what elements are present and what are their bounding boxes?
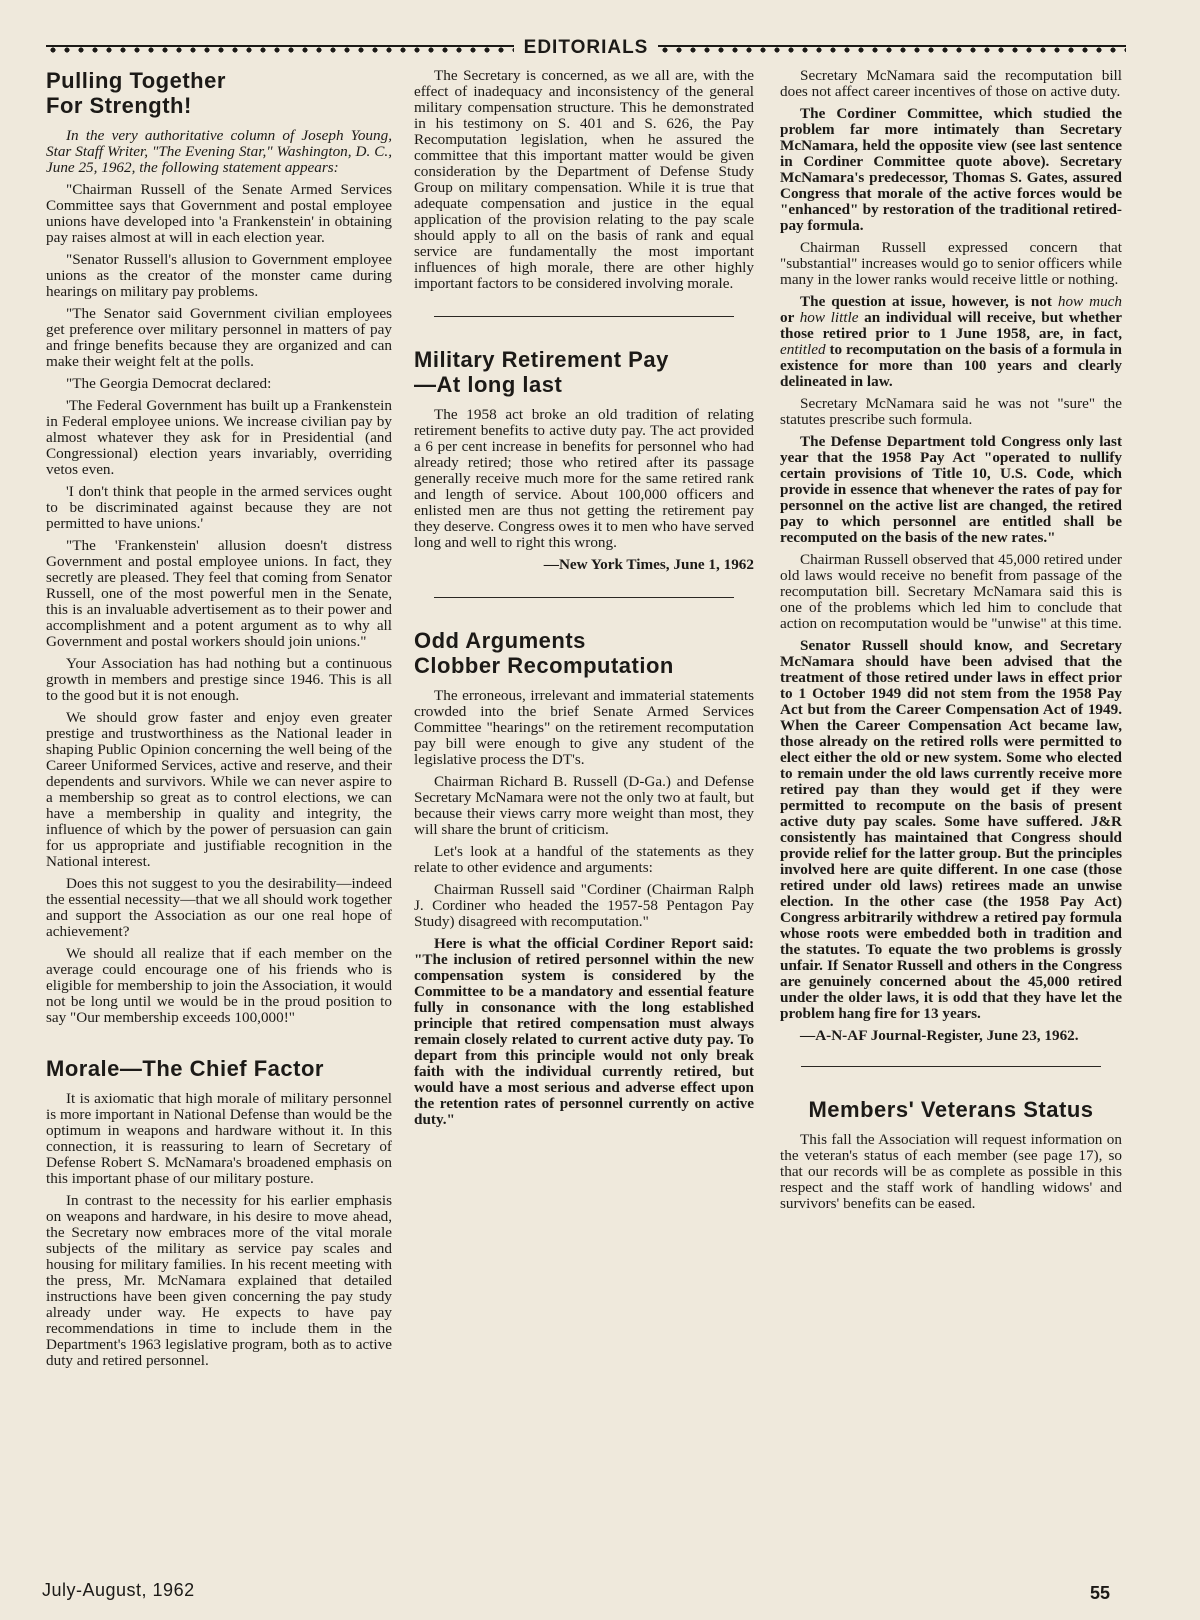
paragraph: "The Senator said Government civilian employees get preference over military personnel in matters of pay and fringe benefits because they are organized and can make their weight felt at the polls. (46, 305, 392, 370)
divider (801, 1066, 1102, 1067)
article-title-odd-arguments (414, 628, 754, 678)
text-run: The question at issue, however, is not (800, 293, 1058, 310)
paragraph: Secretary McNamara said he was not "sure" the statutes prescribe such formula. (780, 395, 1122, 428)
bold-paragraph: Senator Russell should know, and Secretary McNamara should have been advised that the treatment of those retired under laws in effect prior to 1 October 1949 did not stem from the 1958 Pay Act but from the Career Compensation Act of 1949. When the Career Compensation Act became law, those already on the retired rolls were permitted to elect either the old or new system. Some who elected to remain under the old laws currently receive more retired pay than they would get if they were permitted to recompute on the basis of present active duty pay scales. Some have suffered. J&R consistently has maintained that Congress should provide relief for the latter group. But the principles involved here are quite different. In one case (those retired under old laws) retirees made an unwise election. In the other case (the 1958 Pay Act) Congress arbitrarily withdrew a retired pay formula whose roots were embedded both in tradition and the statutes. To equate the two problems is grossly unfair. If Senator Russell and others in the Congress are genuinely concerned about the 45,000 retired under the older laws, it is odd that they have let the problem hang fire for 13 years. (780, 637, 1122, 1022)
bold-paragraph: The Cordiner Committee, which studied the problem far more intimately than Secretary McNamara, held the opposite view (see last sentence in Cordiner Committee quote above). Secretary McNamara's predecessor, Thomas S. Gates, assured Congress that morale of the active forces would be "enhanced" by restoration of the traditional retired-pay formula. (780, 105, 1122, 234)
header-rule-left (46, 45, 514, 53)
italic-run: how much (1057, 293, 1123, 310)
paragraph: "The Georgia Democrat declared: (66, 375, 272, 392)
title-line: —At long last (414, 372, 563, 397)
title-line: Pulling Together (46, 68, 226, 93)
paragraph: "The 'Frankenstein' allusion doesn't distress Government and postal employee unions. In fact, they secretly are pleased. They feel that coming from Senator Russell, one of the most powerful men in the Senate, this is an invaluable advertisement as to their power and accomplishment and a potent argument as to why all Government and postal workers should join unions." (46, 537, 392, 650)
paragraph: Your Association has had nothing but a continuous growth in members and prestige since 1946. This is all to the good but it is not enough. (46, 655, 392, 704)
bold-paragraph (780, 294, 1122, 390)
article-title-morale: Morale—The Chief Factor (46, 1056, 324, 1081)
column-2 (414, 68, 754, 1134)
issue-date: July-August, 1962 (42, 1580, 195, 1600)
article-title-veterans-status: Members' Veterans Status (808, 1097, 1094, 1122)
article-title-retirement-pay (414, 347, 754, 397)
paragraph: The 1958 act broke an old tradition of relating retirement benefits to active duty pay. The act provided a 6 per cent increase in benefits for personnel who had already retired; those who retired after its passage generally receive much more for the same retired rank and length of service. About 100,000 officers and enlisted men are thus not getting the retirement pay they deserve. Congress owes it to men who have served long and well to right this wrong. (414, 406, 754, 551)
source-credit: —New York Times, June 1, 1962 (543, 556, 754, 573)
source-credit: —A-N-AF Journal-Register, June 23, 1962. (800, 1027, 1079, 1044)
paragraph: It is axiomatic that high morale of military personnel is more important in National Defense than would be the optimum in weapons and hardware without it. In this connection, it is reassuring to learn of Secretary of Defense Robert S. McNamara's broadened emphasis on this important phase of our military posture. (46, 1090, 392, 1187)
title-line: For Strength! (46, 93, 192, 118)
paragraph: We should all realize that if each member on the average could encourage one of his friends who is eligible for membership to join the Association, it would not be long until we would be in the proud position to say "Our membership exceeds 100,000!" (46, 945, 392, 1026)
paragraph: Chairman Russell said "Cordiner (Chairman Ralph J. Cordiner who headed the 1957-58 Pentagon Pay Study) disagreed with recomputation." (414, 881, 754, 930)
text-run: an individual will receive, but whether those retired prior to 1 June 1958, are, in fact, (780, 309, 1122, 342)
page-number: 55 (1090, 1583, 1111, 1603)
paragraph: In contrast to the necessity for his earlier emphasis on weapons and hardware, in his desire to move ahead, the Secretary now embraces more of the vital morale subjects of the military as service pay scales and housing for military families. In his recent meeting with the press, Mr. McNamara explained that detailed instructions have been given concerning the pay study already under way. He expects to have pay recommendations in time to include them in the Department's 1963 legislative program, both as to active duty and retired personnel. (46, 1192, 392, 1369)
paragraph: We should grow faster and enjoy even greater prestige and trustworthiness as the National leader in shaping Public Opinion concerning the well being of the Career Uniformed Services, active and reserve, and their dependents and survivors. While we can never aspire to a membership so great as to control elections, we can have a membership in quality and integrity, the influence of which by the power of persuasion can gain for us appropriate and justifiable recognition in the National interest. (46, 709, 392, 870)
paragraph: Chairman Russell expressed concern that "substantial" increases would go to senior officers while many in the lower ranks would receive little or nothing. (780, 239, 1122, 288)
divider (434, 597, 733, 598)
title-line: Military Retirement Pay (414, 347, 669, 372)
italic-run: how little (799, 309, 859, 326)
article-intro: In the very authoritative column of Joseph Young, Star Staff Writer, "The Evening Star," Washington, D. C., June 25, 1962, the following statement appears: (46, 127, 392, 176)
paragraph: 'I don't think that people in the armed services ought to be discriminated against because they are not permitted to have unions.' (46, 483, 392, 532)
divider (434, 316, 733, 317)
text-run: to recomputation on the basis of a formula in existence for more than 100 years and clearly delineated in law. (780, 341, 1122, 390)
editorials-header (46, 36, 1126, 60)
paragraph: Chairman Russell observed that 45,000 retired under old laws would receive no benefit from passage of the recomputation bill. Secretary McNamara said this is one of the problems which led him to conclude that action on recomputation would be "unwise" at this time. (780, 551, 1122, 632)
paragraph: Secretary McNamara said the recomputation bill does not affect career incentives of those on active duty. (780, 67, 1122, 100)
paragraph: The erroneous, irrelevant and immaterial statements crowded into the brief Senate Armed Services Committee "hearings" on the retirement recomputation pay bill were enough to give any student of the legislative process the DT's. (414, 687, 754, 768)
paragraph: This fall the Association will request information on the veteran's status of each member (see page 17), so that our records will be as complete as possible in this respect and the staff work of handling widows' and survivors' benefits can be eased. (780, 1131, 1122, 1212)
section-title: EDITORIALS (523, 37, 649, 58)
paragraph: Chairman Richard B. Russell (D-Ga.) and Defense Secretary McNamara were not the only two at fault, but because their views carry more weight than most, they will share the brunt of criticism. (414, 773, 754, 838)
paragraph: Does this not suggest to you the desirability—indeed the essential necessity—that we all should work together and support the Association as our one real hope of achievement? (46, 875, 392, 940)
column-3 (780, 68, 1122, 1218)
italic-run: entitled (780, 341, 826, 358)
paragraph: "Chairman Russell of the Senate Armed Services Committee says that Government and postal employee unions have developed into 'a Frankenstein' in obtaining pay raises almost at will in each election year. (46, 181, 392, 246)
paragraph: The Secretary is concerned, as we all are, with the effect of inadequacy and inconsistency of the general military compensation structure. This he demonstrated in his testimony on S. 401 and S. 626, the Pay Recomputation legislation, when he assured the committee that this important matter would be given consideration by the Department of Defense Study Group on military compensation. While it is true that adequate compensation and justice in the equal application of the provision relating to the pay scale should apply to all on the basis of rank and equal service are fundamentally the most important influences of high morale, there are other highly important factors to be considered involving morale. (414, 67, 754, 292)
column-1 (46, 68, 392, 1375)
paragraph: Let's look at a handful of the statements as they relate to other evidence and arguments: (414, 843, 754, 876)
header-rule-right (658, 45, 1126, 53)
bold-paragraph: Here is what the official Cordiner Report said: "The inclusion of retired personnel within the new compensation system is considered by the Committee to be a mandatory and essential feature fully in consonance with the long established principle that retired compensation must always remain closely related to current active duty pay. To depart from this principle would not only break faith with the individual currently retired, but would have a most serious and adverse effect upon the retention rates of personnel currently on active duty." (414, 935, 754, 1128)
paragraph: "Senator Russell's allusion to Government employee unions as the creator of the monster came during hearings on military pay problems. (46, 251, 392, 300)
text-run: or (780, 309, 800, 326)
paragraph: 'The Federal Government has built up a Frankenstein in Federal employee unions. We increase civilian pay by almost whatever they ask for in Presidential (and Congressional) election years invariably, overriding vetos even. (46, 397, 392, 478)
bold-paragraph: The Defense Department told Congress only last year that the 1958 Pay Act "operated to nullify certain provisions of Title 10, U.S. Code, which provide in essence that whenever the rates of pay for personnel on the active list are changed, the retired pay to which personnel are entitled shall be recomputed on the basis of the new rates." (780, 433, 1122, 546)
article-title-pulling-together (46, 68, 392, 118)
title-line: Odd Arguments (414, 628, 586, 653)
title-line: Clobber Recomputation (414, 653, 674, 678)
